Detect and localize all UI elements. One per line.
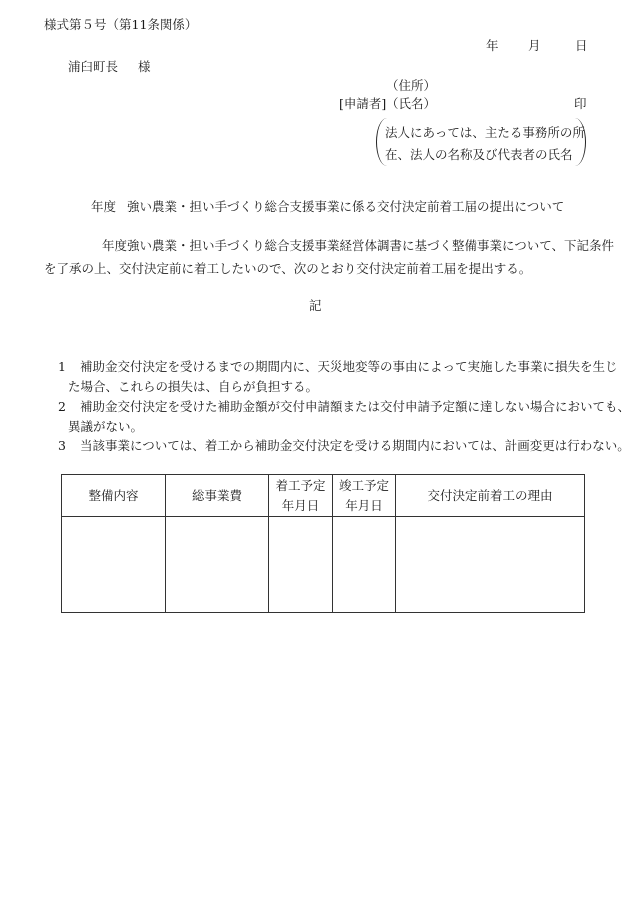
cell-content[interactable] xyxy=(62,517,166,613)
construction-table xyxy=(61,474,585,613)
subject-title: 強い農業・担い手づくり総合支援事業に係る交付決定前着工届の提出について xyxy=(127,199,565,214)
corporate-note-line1: 法人にあっては、主たる事務所の所 xyxy=(385,125,585,140)
column-header-reason: 交付決定前着工の理由 xyxy=(396,475,585,517)
addressee-title: 浦臼町長 xyxy=(68,59,119,74)
condition-line: 異議がない。 xyxy=(68,419,144,434)
condition-line: 補助金交付決定を受けるまでの期間内に、天災地変等の事由によって実施した事業に損失を生じ xyxy=(80,359,618,374)
table-row xyxy=(62,517,585,613)
column-header-completion-date: 竣工予定 年月日 xyxy=(333,475,396,517)
column-header-content: 整備内容 xyxy=(62,475,166,517)
condition-number: 2 xyxy=(58,399,66,414)
form-number-label: 様式第５号（第11条関係） xyxy=(44,17,198,32)
body-line-2: を了承の上、交付決定前に着工したいので、次のとおり交付決定前着工届を提出する。 xyxy=(44,261,532,276)
condition-line: た場合、これらの損失は、自らが負担する。 xyxy=(68,379,319,394)
cell-start-date[interactable] xyxy=(269,517,333,613)
condition-number: 3 xyxy=(58,438,66,453)
date-day-label: 日 xyxy=(575,38,588,53)
column-header-start-date: 着工予定 年月日 xyxy=(269,475,333,517)
cell-total-cost[interactable] xyxy=(166,517,269,613)
body-line-1: 年度強い農業・担い手づくり総合支援事業経営体調書に基づく整備事業について、下記条件 xyxy=(102,238,615,253)
subject-year-label: 年度 xyxy=(91,199,117,214)
table-header-row xyxy=(62,475,585,517)
cell-reason[interactable] xyxy=(396,517,585,613)
date-month-label: 月 xyxy=(528,38,541,53)
date-year-label: 年 xyxy=(486,38,499,53)
address-label: （住所） xyxy=(386,78,437,93)
cell-completion-date[interactable] xyxy=(333,517,396,613)
seal-mark: 印 xyxy=(574,96,587,111)
corporate-note-line2: 在、法人の名称及び代表者の氏名 xyxy=(385,147,573,162)
addressee-honorific: 様 xyxy=(138,59,151,74)
condition-number: 1 xyxy=(58,359,66,374)
applicant-role-label: [申請者] xyxy=(339,96,387,111)
condition-line: 当該事業については、着工から補助金交付決定を受ける期間内においては、計画変更は行わない。 xyxy=(80,438,630,453)
name-label: （氏名） xyxy=(386,96,437,111)
condition-line: 補助金交付決定を受けた補助金額が交付申請額または交付申請予定額に達しない場合においても、 xyxy=(80,399,630,414)
ki-label: 記 xyxy=(309,298,322,313)
column-header-total-cost: 総事業費 xyxy=(166,475,269,517)
corporate-note-box xyxy=(376,118,586,166)
